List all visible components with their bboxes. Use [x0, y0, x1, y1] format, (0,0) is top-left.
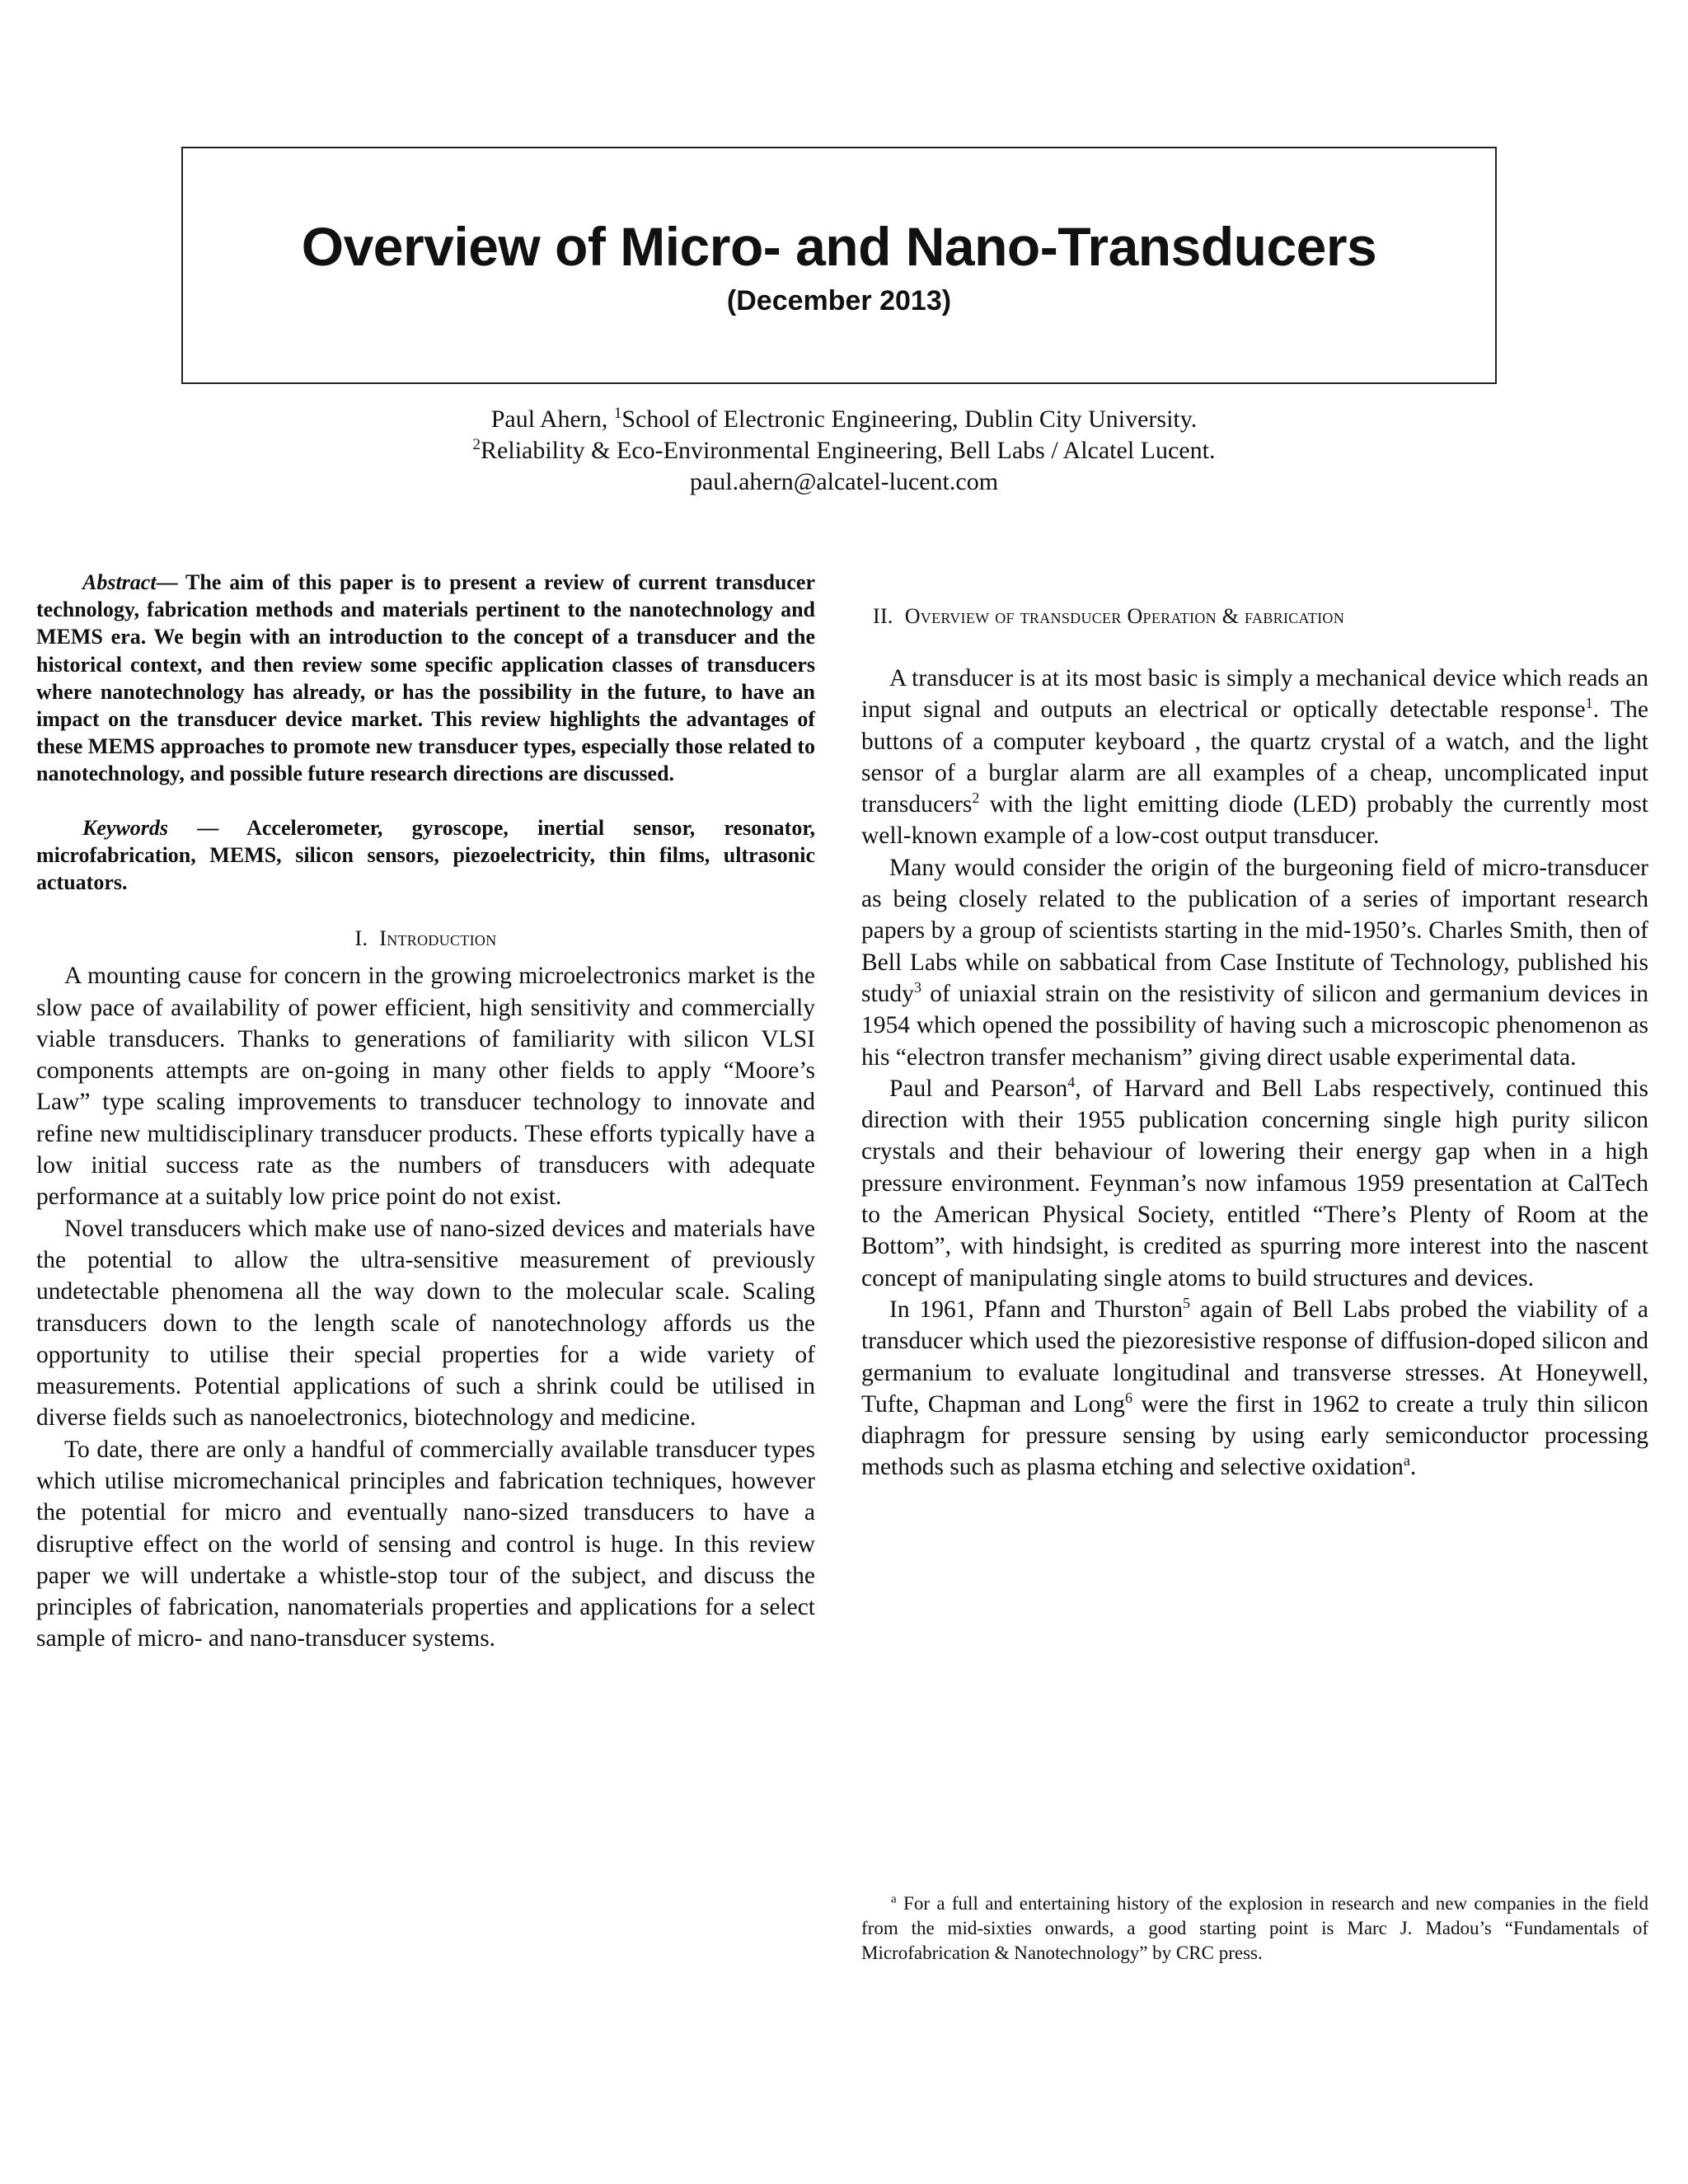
section-number: I.: [354, 926, 368, 951]
paragraph: A transducer is at its most basic is simply a mechanical device which reads an input signal and outputs an electrical or optically detectable response$^1$. The buttons of a computer keyboard , the quartz crystal of a watch, and the light sensor of a burglar alarm are all examples of a cheap, uncomplicated input transducers$^2$ with the light emitting diode (LED) probably the currently most well-known example of a low-cost output transducer.: [861, 665, 1648, 850]
citation-marker: 4: [1067, 1074, 1076, 1091]
abstract-text: — The aim of this paper is to present a review of current transducer technology, fabrication methods and materials pertinent to the nanotechnology and MEMS era. We begin with an introduction to the concept of a transducer and the historical context, and then review some specific application classes of transducers where nanotechnology has already, or has the possibility in the future, to have an impact on the transducer device market. This review highlights the advantages of these MEMS approaches to promote new transducer types, especially those related to nanotechnology, and possible future research directions are discussed.: [36, 570, 815, 786]
paragraph: Many would consider the origin of the burgeoning field of micro-transducer as being closely related to the publication of a series of important research papers by a group of scientists starting in the mid-1950’s. Charles Smith, then of Bell Labs while on sabbatical from Case Institute of Technology, published his study$^3$ of uniaxial strain on the resistivity of silicon and germanium devices in 1954 which opened the possibility of having such a microscopic phenomenon as his “electron transfer mechanism” giving direct usable experimental data.: [861, 854, 1648, 1071]
title-box: [181, 147, 1497, 384]
section-title: Overview of transducer Operation & fabrication: [904, 604, 1345, 628]
citation-marker: 2: [972, 790, 980, 807]
paragraph: Novel transducers which make use of nano-sized devices and materials have the potential to allow the ultra-sensitive measurement of previously undetectable phenomena all the way down to the molecular scale. Scaling transducers down to the length scale of nanotechnology affords us the opportunity to utilise their special properties for a wide variety of measurements. Potential applications of such a shrink could be utilised in diverse fields such as nanoelectronics, biotechnology and medicine.: [36, 1215, 815, 1432]
keywords-label: Keywords: [82, 815, 168, 840]
keywords: [36, 814, 815, 897]
section-heading-overview: [873, 603, 1648, 630]
author-email: paul.ahern@alcatel-lucent.com: [689, 468, 999, 495]
section-heading-introduction: [36, 926, 815, 952]
section-number: II.: [873, 604, 893, 628]
affiliation-2: Reliability & Eco-Environmental Engineering, Bell Labs / Alcatel Lucent.: [481, 437, 1216, 464]
author-affiliation-1: [185, 404, 1503, 435]
author-affiliation-2: [185, 435, 1503, 466]
affiliation-marker-1: 1: [613, 405, 622, 422]
paper-title: Overview of Micro- and Nano-Transducers: [301, 216, 1377, 277]
footnote-mark: a: [891, 1892, 897, 1906]
footnote: [861, 1891, 1648, 1966]
abstract: [36, 569, 815, 788]
paper-date: (December 2013): [726, 285, 952, 316]
author-name: Paul Ahern,: [490, 405, 614, 433]
footnote-marker: a: [1403, 1452, 1410, 1469]
section-title: Introduction: [379, 926, 497, 951]
right-column: [861, 569, 1648, 1483]
left-column: [36, 569, 815, 1655]
citation-marker: 3: [913, 979, 921, 996]
author-block: [185, 404, 1503, 498]
paragraph: To date, there are only a handful of commercially available transducer types which utilise micromechanical principles and fabrication techniques, however the potential for micro and eventually nano-sized transducers to have a disruptive effect on the world of sensing and control is huge. In this review paper we will undertake a whistle-stop tour of the subject, and discuss the principles of fabrication, nanomaterials properties and applications for a select sample of micro- and nano-transducer systems.: [36, 1436, 815, 1652]
footnote-text: For a full and entertaining history of the explosion in research and new companies in the field from the mid-sixties onwards, a good starting point is Marc J. Madou’s “Fundamentals of Microfabrication & Nanotechnology” by CRC press.: [861, 1893, 1648, 1963]
citation-marker: 1: [1585, 695, 1593, 712]
keywords-text: — Accelerometer, gyroscope, inertial sensor, resonator, microfabrication, MEMS, silicon sensors, piezoelectricity, thin films, ultrasonic actuators.: [36, 815, 815, 895]
paragraph: Paul and Pearson$^4$, of Harvard and Bell Labs respectively, continued this direction with their 1955 publication concerning single high purity silicon crystals and their behaviour of lowering their energy gap when in a high pressure environment. Feynman’s now infamous 1959 presentation at CalTech to the American Physical Society, entitled “There’s Plenty of Room at the Bottom”, with hindsight, is credited as spurring more interest into the nascent concept of manipulating single atoms to build structures and devices.: [861, 1074, 1648, 1291]
citation-marker: 6: [1124, 1390, 1132, 1406]
affiliation-marker-2: 2: [472, 436, 481, 453]
affiliation-1: School of Electronic Engineering, Dublin City University.: [621, 405, 1198, 433]
abstract-label: Abstract: [82, 570, 157, 594]
paragraph: A mounting cause for concern in the growing microelectronics market is the slow pace of availability of power efficient, high sensitivity and commercially viable transducers. Thanks to generations of familiarity with silicon VLSI components attempts are on-going in many other fields to apply “Moore’s Law” type scaling improvements to transducer technology to innovate and refine new multidisciplinary transducer products. These efforts typically have a low initial success rate as the numbers of transducers with adequate performance at a suitably low price point do not exist.: [36, 963, 815, 1211]
paragraph: In 1961, Pfann and Thurston$^5$ again of Bell Labs probed the viability of a transducer which used the piezoresistive response of diffusion-doped silicon and germanium to evaluate longitudinal and transverse stresses. At Honeywell, Tufte, Chapman and Long$^6$ were the first in 1962 to create a truly thin silicon diaphragm for pressure sensing by using early semiconductor processing methods such as plasma etching and selective oxidation$^a$.: [861, 1295, 1648, 1481]
citation-marker: 5: [1182, 1295, 1190, 1312]
